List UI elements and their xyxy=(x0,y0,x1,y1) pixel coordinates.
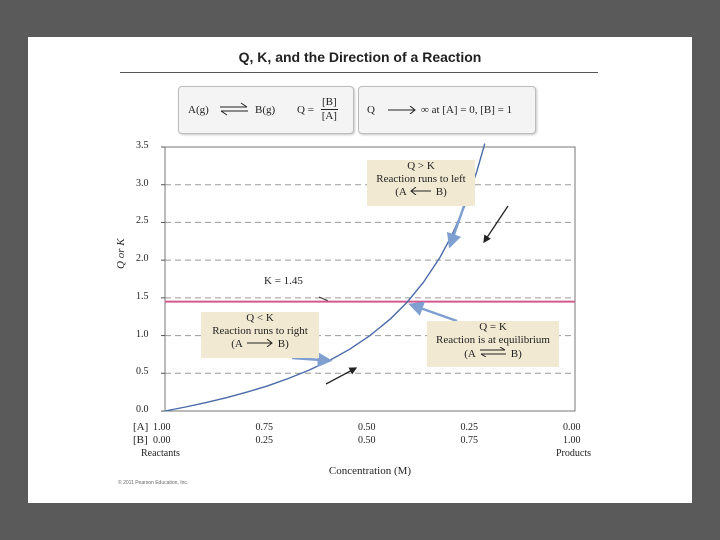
note-q-equal-direction xyxy=(427,347,559,361)
note-q-greater-b: B) xyxy=(435,186,447,198)
a-tick-label: 0.25 xyxy=(460,422,478,433)
a-tick-label: 1.00 xyxy=(153,422,171,433)
note-q-less-text: Reaction runs to right xyxy=(212,325,308,337)
left-arrow-icon xyxy=(409,187,433,195)
k-value-label: K = 1.45 xyxy=(264,275,303,287)
b-tick-label: 1.00 xyxy=(563,435,581,446)
limit-text: ∞ at [A] = 0, [B] = 1 xyxy=(421,104,513,116)
y-tick-label: 2.0 xyxy=(136,253,149,265)
reactants-label: Reactants xyxy=(141,448,180,459)
q-numerator: [B] xyxy=(322,96,337,108)
y-tick-label: 1.5 xyxy=(136,290,149,302)
q-denominator: [A] xyxy=(321,110,337,122)
b-tick-label: 0.50 xyxy=(358,435,376,446)
pointer-q-less xyxy=(292,358,330,361)
note-q-greater-k xyxy=(367,160,475,206)
b-row-label: [B] xyxy=(133,434,148,446)
reactant-label: A(g) xyxy=(188,104,209,116)
y-tick-label: 2.5 xyxy=(136,215,149,227)
note-q-greater-text: Reaction runs to left xyxy=(376,173,466,185)
y-tick-label: 0.5 xyxy=(136,366,149,378)
a-tick-label: 0.50 xyxy=(358,422,376,433)
products-label: Products xyxy=(556,448,591,459)
q-symbol: Q xyxy=(367,104,375,116)
note-q-less-k xyxy=(201,312,319,358)
note-q-equal-a: (A xyxy=(464,348,476,360)
note-q-less-direction xyxy=(201,338,319,351)
note-q-less-title: Q < K xyxy=(246,312,274,324)
y-tick-label: 3.0 xyxy=(136,177,149,189)
a-tick-label: 0.00 xyxy=(563,422,581,433)
pointer-q-greater xyxy=(450,206,464,246)
b-tick-label: 0.75 xyxy=(460,435,478,446)
copyright-notice: © 2011 Pearson Education, Inc. xyxy=(118,480,189,486)
q-equals-label: Q = xyxy=(297,104,314,116)
note-q-equal-text: Reaction is at equilibrium xyxy=(436,334,550,346)
note-q-less-b: B) xyxy=(277,338,289,350)
direction-arrow-left xyxy=(484,206,508,242)
y-tick-label: 0.0 xyxy=(136,404,149,415)
y-tick-label: 1.0 xyxy=(136,328,149,340)
a-tick-label: 0.75 xyxy=(255,422,273,433)
note-q-equal-k xyxy=(427,321,559,367)
note-q-equal-b: B) xyxy=(510,348,522,360)
pointer-q-equal xyxy=(411,305,457,321)
a-row-label: [A] xyxy=(133,421,149,433)
direction-arrow-right xyxy=(326,368,356,384)
y-ticks xyxy=(161,147,165,411)
equilibrium-arrows-icon xyxy=(478,347,508,357)
page-title: Q, K, and the Direction of a Reaction xyxy=(238,49,482,65)
y-tick-label: 3.5 xyxy=(136,140,149,151)
note-q-greater-title: Q > K xyxy=(407,160,435,172)
note-q-less-a: (A xyxy=(231,338,243,350)
product-label: B(g) xyxy=(255,104,276,116)
note-q-greater-direction xyxy=(367,186,475,199)
right-arrow-icon xyxy=(245,339,275,347)
note-q-greater-a: (A xyxy=(395,186,407,198)
note-q-equal-title: Q = K xyxy=(479,321,507,333)
b-tick-label: 0.25 xyxy=(255,435,273,446)
b-tick-label: 0.00 xyxy=(153,435,171,446)
x-axis-label: Concentration (M) xyxy=(328,465,412,477)
y-axis-label: Q or K xyxy=(115,238,127,269)
